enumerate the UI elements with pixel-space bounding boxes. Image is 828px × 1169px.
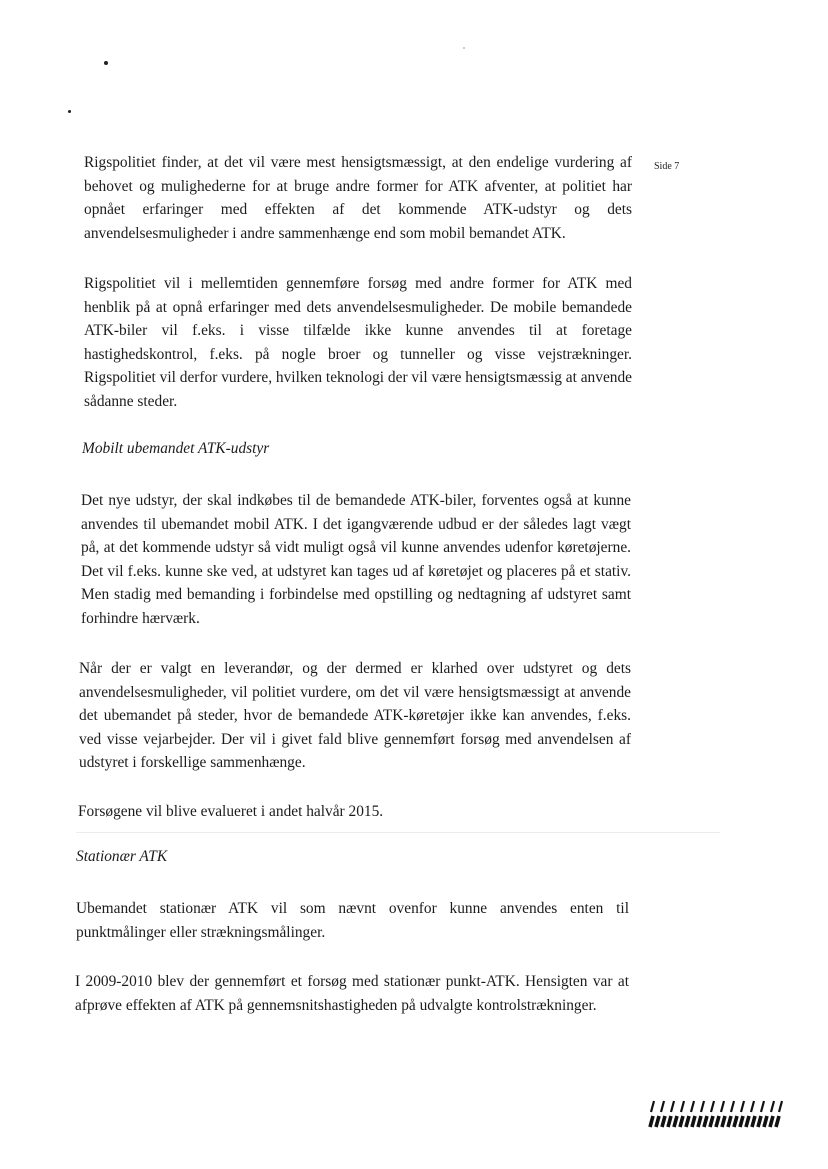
section-heading: Stationær ATK [76,848,168,865]
barcode-mark [646,1100,786,1130]
scan-speck [68,110,71,113]
scan-fold-line [76,832,720,833]
paragraph: Ubemandet stationær ATK vil som nævnt ovenfor kunne anvendes enten til punktmålinger eller strækningsmålinger. [76,900,629,941]
paragraph: Når der er valgt en leverandør, og der dermed er klarhed over udstyret og dets anvendelsesmuligheder, vil politiet vurdere, om det vil være hensigtsmæssigt at anvende det ubemandet på steder, hvor de bemandede ATK-køretøjer ikke kan anvendes, f.eks. ved visse vejarbejder. Der vil i givet fald blive gennemført forsøg med anvendelsen af udstyret i forskellige sammenhænge. [79,660,631,772]
page-number: Side 7 [654,161,680,172]
section-heading: Mobilt ubemandet ATK-udstyr [82,440,270,457]
paragraph: Rigspolitiet finder, at det vil være mest hensigtsmæssigt, at den endelige vurdering af behovet og mulighederne for at bruge andre former for ATK afventer, at politiet har opnået erfaringer med effekten af det kommende ATK-udstyr og dets anvendelsesmuligheder i andre sammenhænge end som mobil bemandet ATK. [84,154,632,242]
scan-speck [463,47,465,49]
barcode-top-row [651,1101,782,1112]
paragraph: Rigspolitiet vil i mellemtiden gennemføre forsøg med andre former for ATK med henblik på at opnå erfaringer med dets anvendelsesmuligheder. De mobile bemandede ATK-biler vil f.eks. i visse tilfælde ikke kunne anvendes til at foretage hastighedskontrol, f.eks. på nogle broer og tunneller og visse vejstrækninger. Rigspolitiet vil derfor vurdere, hvilken teknologi der vil være hensigtsmæssig at anvende sådanne steder. [84,275,632,410]
barcode-bottom-row [650,1116,779,1127]
paragraph: Det nye udstyr, der skal indkøbes til de bemandede ATK-biler, forventes også at kunne anvendes til ubemandet mobil ATK. I det igangværende udbud er der således lagt vægt på, at det kommende udstyr så vidt muligt også vil kunne anvendes udenfor køretøjerne. Det vil f.eks. kunne ske ved, at udstyret kan tages ud af køretøjet og placeres på et stativ. Men stadig med bemanding i forbindelse med opstilling og nedtagning af udstyret samt forhindre hærværk. [81,492,631,627]
scan-speck [104,61,108,65]
paragraph: I 2009-2010 blev der gennemført et forsøg med stationær punkt-ATK. Hensigten var at afprøve effekten af ATK på gennemsnitshastigheden på udvalgte kontrolstrækninger. [75,973,629,1014]
paragraph: Forsøgene vil blive evalueret i andet halvår 2015. [78,803,384,820]
